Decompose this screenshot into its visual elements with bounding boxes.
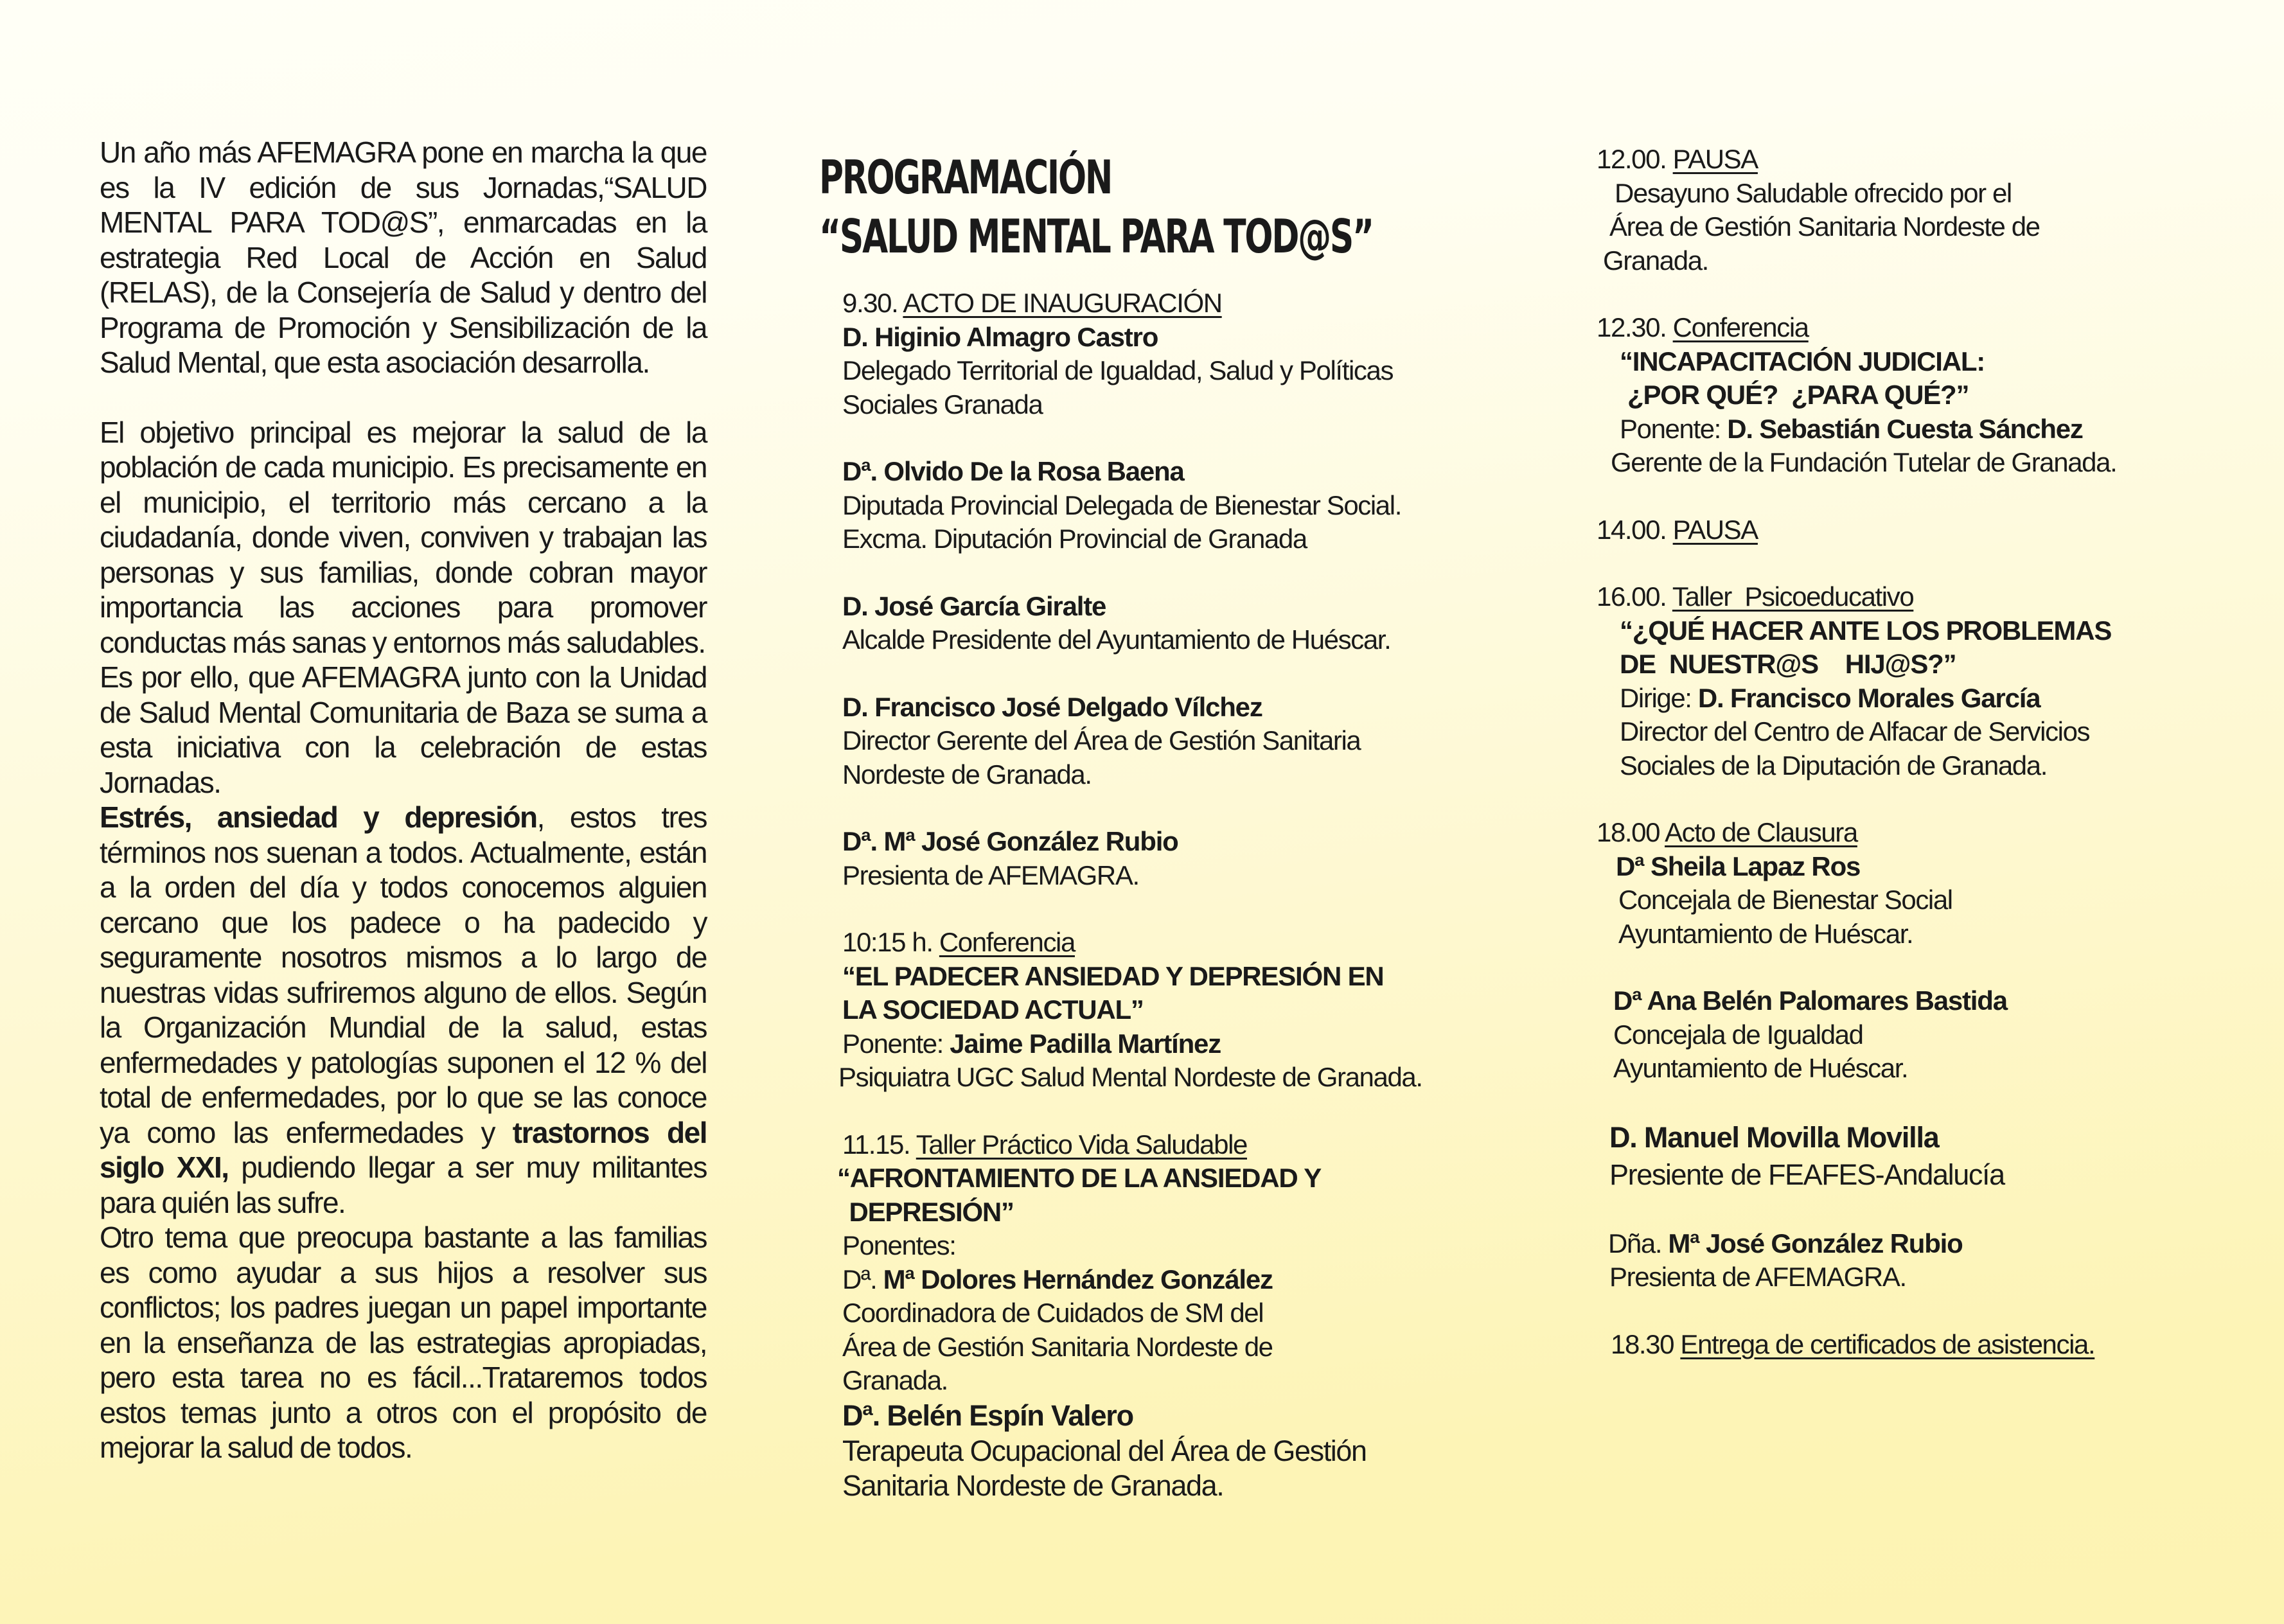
intro-paragraph-3: Es por ello, que AFEMAGRA junto con la Unidad de Salud Mental Comunitaria de Baza se suma a esta iniciativa con la celebración de estas Jornadas. [100,660,707,799]
program-title-line-2: “SALUD MENTAL PARA TOD@S” [819,209,1373,263]
speaker-line [1608,1227,2239,1261]
event-description: Desayuno Saludable ofrecido por el [1615,177,2012,208]
speaker-name: D. Francisco Morales García [1697,682,2041,713]
event-header [1597,311,2239,345]
speakers-label: Ponentes: [842,1230,956,1260]
program-title-line-1: PROGRAMACIÓN [819,150,1112,204]
speaker-role: Psiquiatra UGC Salud Mental Nordeste de Granada. [838,1062,1422,1092]
event-header [842,287,1507,321]
event-time: 10:15 h. [842,927,939,957]
emphasis-stress-anxiety-depression: Estrés, ansiedad y depresión [100,800,537,834]
speaker-prefix: Dirige: [1620,682,1698,713]
speaker-role: Sociales Granada [842,389,1043,419]
event-title: ¿POR QUÉ? ¿PARA QUÉ?” [1627,380,1969,410]
event-label: Conferencia [1672,312,1809,342]
speaker-name: D. Manuel Movilla Movilla [1609,1120,1939,1154]
event-description: Granada. [1603,245,1708,276]
event-description: Área de Gestión Sanitaria Nordeste de [1609,211,2040,242]
event-time: 16.00. [1597,581,1672,612]
event-time: 12.30. [1597,312,1673,342]
speaker-name: Jaime Padilla Martínez [950,1028,1221,1059]
event-title: DEPRESIÓN” [842,1196,1014,1227]
speaker-role: Presiente de FEAFES-Andalucía [1609,1158,2005,1191]
speaker [1597,1119,2239,1194]
event-time: 18.30 [1611,1328,1681,1359]
event-break-1 [1597,143,2239,278]
program-title [819,148,1373,266]
speaker-role: Coordinadora de Cuidados de SM del [842,1298,1264,1328]
event-label: ACTO DE INAUGURACIÓN [903,288,1222,318]
speaker-role: Concejala de Igualdad [1613,1019,1863,1050]
speaker-role: Diputada Provincial Delegada de Bienestar Social. [842,490,1401,520]
speaker-name: Dª Ana Belén Palomares Bastida [1613,985,2007,1016]
speaker-name: D. Sebastián Cuesta Sánchez [1727,413,2083,444]
speaker-role: Concejala de Bienestar Social [1618,885,1952,915]
intro-column [100,135,707,1465]
speaker [842,691,1507,792]
speaker-role: Excma. Diputación Provincial de Granada [842,524,1307,554]
intro-paragraph-4 [100,800,707,1220]
speaker-name: Mª Dolores Hernández González [883,1264,1273,1294]
event-header [842,926,1507,960]
speaker-name: D. José García Giralte [842,590,1106,621]
speaker-role: Área de Gestión Sanitaria Nordeste de [842,1331,1273,1362]
emphasis-21st-century-disorders: trastornos del siglo XXI, [100,1115,707,1184]
event-speaker [1597,682,2239,716]
event-speaker [842,1027,1507,1061]
event-header [1597,143,2239,177]
event-workshop-psychoeducational [1597,580,2239,782]
speaker [842,321,1507,422]
program-list-1 [819,287,1507,1503]
event-label: Conferencia [939,927,1075,957]
speaker-role: Director del Centro de Alfacar de Servicios [1620,716,2090,746]
event-label: Taller Psicoeducativo [1672,581,1914,612]
intro-paragraph-2: El objetivo principal es mejorar la salud de la población de cada municipio. Es precisamente en el municipio, el territorio más cercano a la ciudadanía, donde viven, conviven y trabajan las personas y sus familias, donde cobran mayor importancia las acciones para promover conductas más sanas y entornos más saludables. [100,415,707,659]
event-time: 14.00. [1597,514,1673,545]
event-label: Acto de Clausura [1665,817,1857,847]
speaker [1597,1227,2239,1294]
program-column-2 [1597,143,2239,1361]
event-header [1597,580,2239,614]
speaker-role: Presienta de AFEMAGRA. [842,860,1139,890]
event-title: “EL PADECER ANSIEDAD Y DEPRESIÓN EN [842,960,1384,991]
event-title: “AFRONTAMIENTO DE LA ANSIEDAD Y [837,1163,1322,1193]
speaker-role: Gerente de la Fundación Tutelar de Granada. [1611,447,2117,477]
speaker-role: Nordeste de Granada. [842,759,1092,790]
event-title: “¿QUÉ HACER ANTE LOS PROBLEMAS [1620,615,2112,646]
speaker-role: Granada. [842,1365,948,1395]
speaker-role: Terapeuta Ocupacional del Área de Gestión [842,1434,1367,1467]
event-conference-2 [1597,311,2239,480]
event-closing [1597,816,2239,1294]
program-list-2 [1597,143,2239,1361]
speaker [842,1263,1507,1297]
speaker-prefix: Dña. [1608,1228,1669,1258]
speaker [842,455,1507,556]
speaker-role: Presienta de AFEMAGRA. [1609,1262,1906,1292]
intro-paragraph-1: Un año más AFEMAGRA pone en marcha la que es la IV edición de sus Jornadas,“SALUD MENTAL PARA TOD@S”, enmarcadas en la estrategia Red Local de Acción en Salud (RELAS), de la Consejería de Salud y dentro del Programa de Promoción y Sensibilización de la Salud Mental, que esta asociación desarrolla. [100,136,707,379]
speaker-role: Sociales de la Diputación de Granada. [1620,750,2047,781]
speaker-role: Ayuntamiento de Huéscar. [1613,1053,1908,1083]
speaker-role: Ayuntamiento de Huéscar. [1618,918,1913,949]
speaker-name: D. Francisco José Delgado Vílchez [842,691,1262,722]
speaker [842,590,1507,657]
speaker-role: Sanitaria Nordeste de Granada. [842,1469,1224,1502]
speaker-role: Director Gerente del Área de Gestión Sanitaria [842,725,1361,755]
speaker [1597,850,2239,951]
event-label: PAUSA [1672,514,1758,545]
event-title: LA SOCIEDAD ACTUAL” [842,994,1144,1025]
event-conference-1 [819,926,1507,1095]
speaker-prefix: Ponente: [1620,413,1728,444]
speaker-name: Dª. Belén Espín Valero [842,1399,1133,1432]
intro-paragraph-5: Otro tema que preocupa bastante a las familias es como ayudar a sus hijos a resolver sus conflictos; los padres juegan un papel importante en la enseñanza de las estrategias apropiadas, pero esta tarea no es fácil...Trataremos todos estos temas junto a otros con el propósito de mejorar la salud de todos. [100,1221,707,1464]
event-label: Taller Práctico Vida Saludable [916,1129,1247,1160]
event-label: PAUSA [1672,144,1758,174]
event-header [1597,513,2239,547]
speaker [842,825,1507,892]
event-title: “INCAPACITACIÓN JUDICIAL: [1620,346,1985,376]
intro-paragraph-4-text-b: pudiendo llegar a ser muy militantes para quién las sufre. [100,1151,707,1219]
speaker-name: Mª José González Rubio [1668,1228,1963,1258]
event-header [842,1128,1507,1162]
event-time: 18.00 [1597,817,1665,847]
event-time: 9.30. [842,288,903,318]
intro-paragraph-4-text-a: , estos tres términos nos suenan a todos. Actualmente, están a la orden del día y todos conocemos alguien cercano que los padece o ha padecido y seguramente nosotros mismos a lo largo de nuestras vidas sufriremos alguno de ellos. Según la Organización Mundial de la salud, estas enfermedades y patologías suponen el 12 % del total de enfermedades, por lo que se las conoce ya como las enfermedades y [100,800,707,1149]
event-title: DE NUESTR@S HIJ@S?” [1620,649,1956,679]
speaker [1597,984,2239,1086]
speaker-prefix: Dª. [842,1264,883,1294]
event-inauguration [819,287,1507,892]
event-time: 11.15. [842,1129,916,1160]
speaker-prefix: Ponente: [842,1028,950,1059]
speaker-name: Dª Sheila Lapaz Ros [1616,851,1861,881]
speaker-name: D. Higinio Almagro Castro [842,321,1158,352]
speaker-role: Alcalde Presidente del Ayuntamiento de Huéscar. [842,624,1391,655]
speaker-role: Delegado Territorial de Igualdad, Salud y Políticas [842,355,1394,385]
event-speaker [1597,412,2239,446]
program-column-1 [819,148,1507,1503]
speaker-name: Dª. Olvido De la Rosa Baena [842,456,1184,486]
event-workshop-healthy-life [819,1128,1507,1503]
speaker-name: Dª. Mª José González Rubio [842,826,1178,856]
event-break-2 [1597,513,2239,547]
event-certificates [1597,1328,2239,1362]
event-time: 12.00. [1597,144,1673,174]
event-label: Entrega de certificados de asistencia. [1680,1328,2095,1359]
event-header [1597,816,2239,850]
